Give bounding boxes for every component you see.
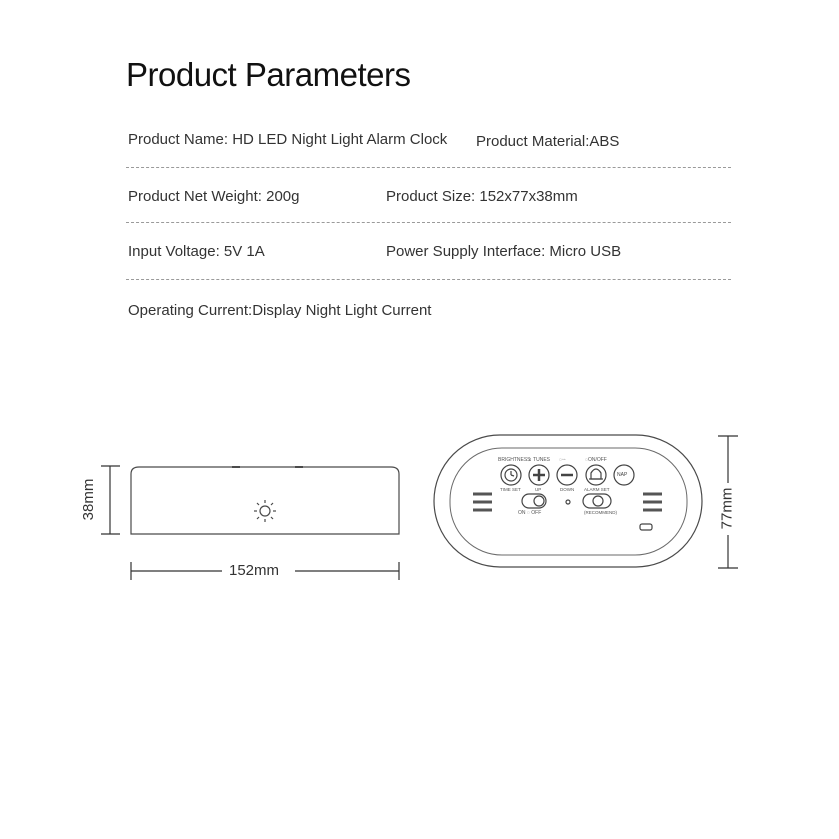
back-view-drawing [434, 435, 702, 567]
side-view-drawing [131, 467, 399, 534]
timeset-label: TIME SET [500, 487, 521, 492]
spec-product-name: Product Name: HD LED Night Light Alarm Clock [128, 131, 448, 148]
page-title: Product Parameters [126, 56, 411, 93]
down-label: DOWN [560, 487, 575, 492]
height-dimension-line [101, 466, 120, 534]
height-dimension-label: 38mm [80, 478, 97, 521]
width-dimension-label: 152mm [229, 562, 280, 579]
spec-input-voltage: Input Voltage: 5V 1A [128, 243, 265, 260]
up-label: UP [535, 487, 542, 492]
nap-label: NAP [617, 472, 628, 478]
brightness-label: BRIGHTNESS [498, 457, 531, 463]
onoff-label: ◌ON/OFF [585, 457, 607, 463]
spec-product-material: Product Material:ABS [476, 133, 620, 150]
on-off-switch-label: ON ◌ OFF [518, 510, 542, 516]
tunes-label: ♫ TUNES [528, 457, 550, 463]
recommend-label: (RECOMMEND) [584, 510, 617, 515]
spec-operating-current: Operating Current:Display Night Light Current [128, 302, 432, 319]
depth-dimension-label: 77mm [718, 487, 736, 530]
spec-power-interface: Power Supply Interface: Micro USB [386, 243, 622, 260]
alarmset-label: ALARM SET [584, 487, 610, 492]
spec-product-size: Product Size: 152x77x38mm [386, 188, 578, 205]
spec-net-weight: Product Net Weight: 200g [128, 188, 300, 205]
day-mode-label: ◌◦◦ [559, 457, 566, 463]
